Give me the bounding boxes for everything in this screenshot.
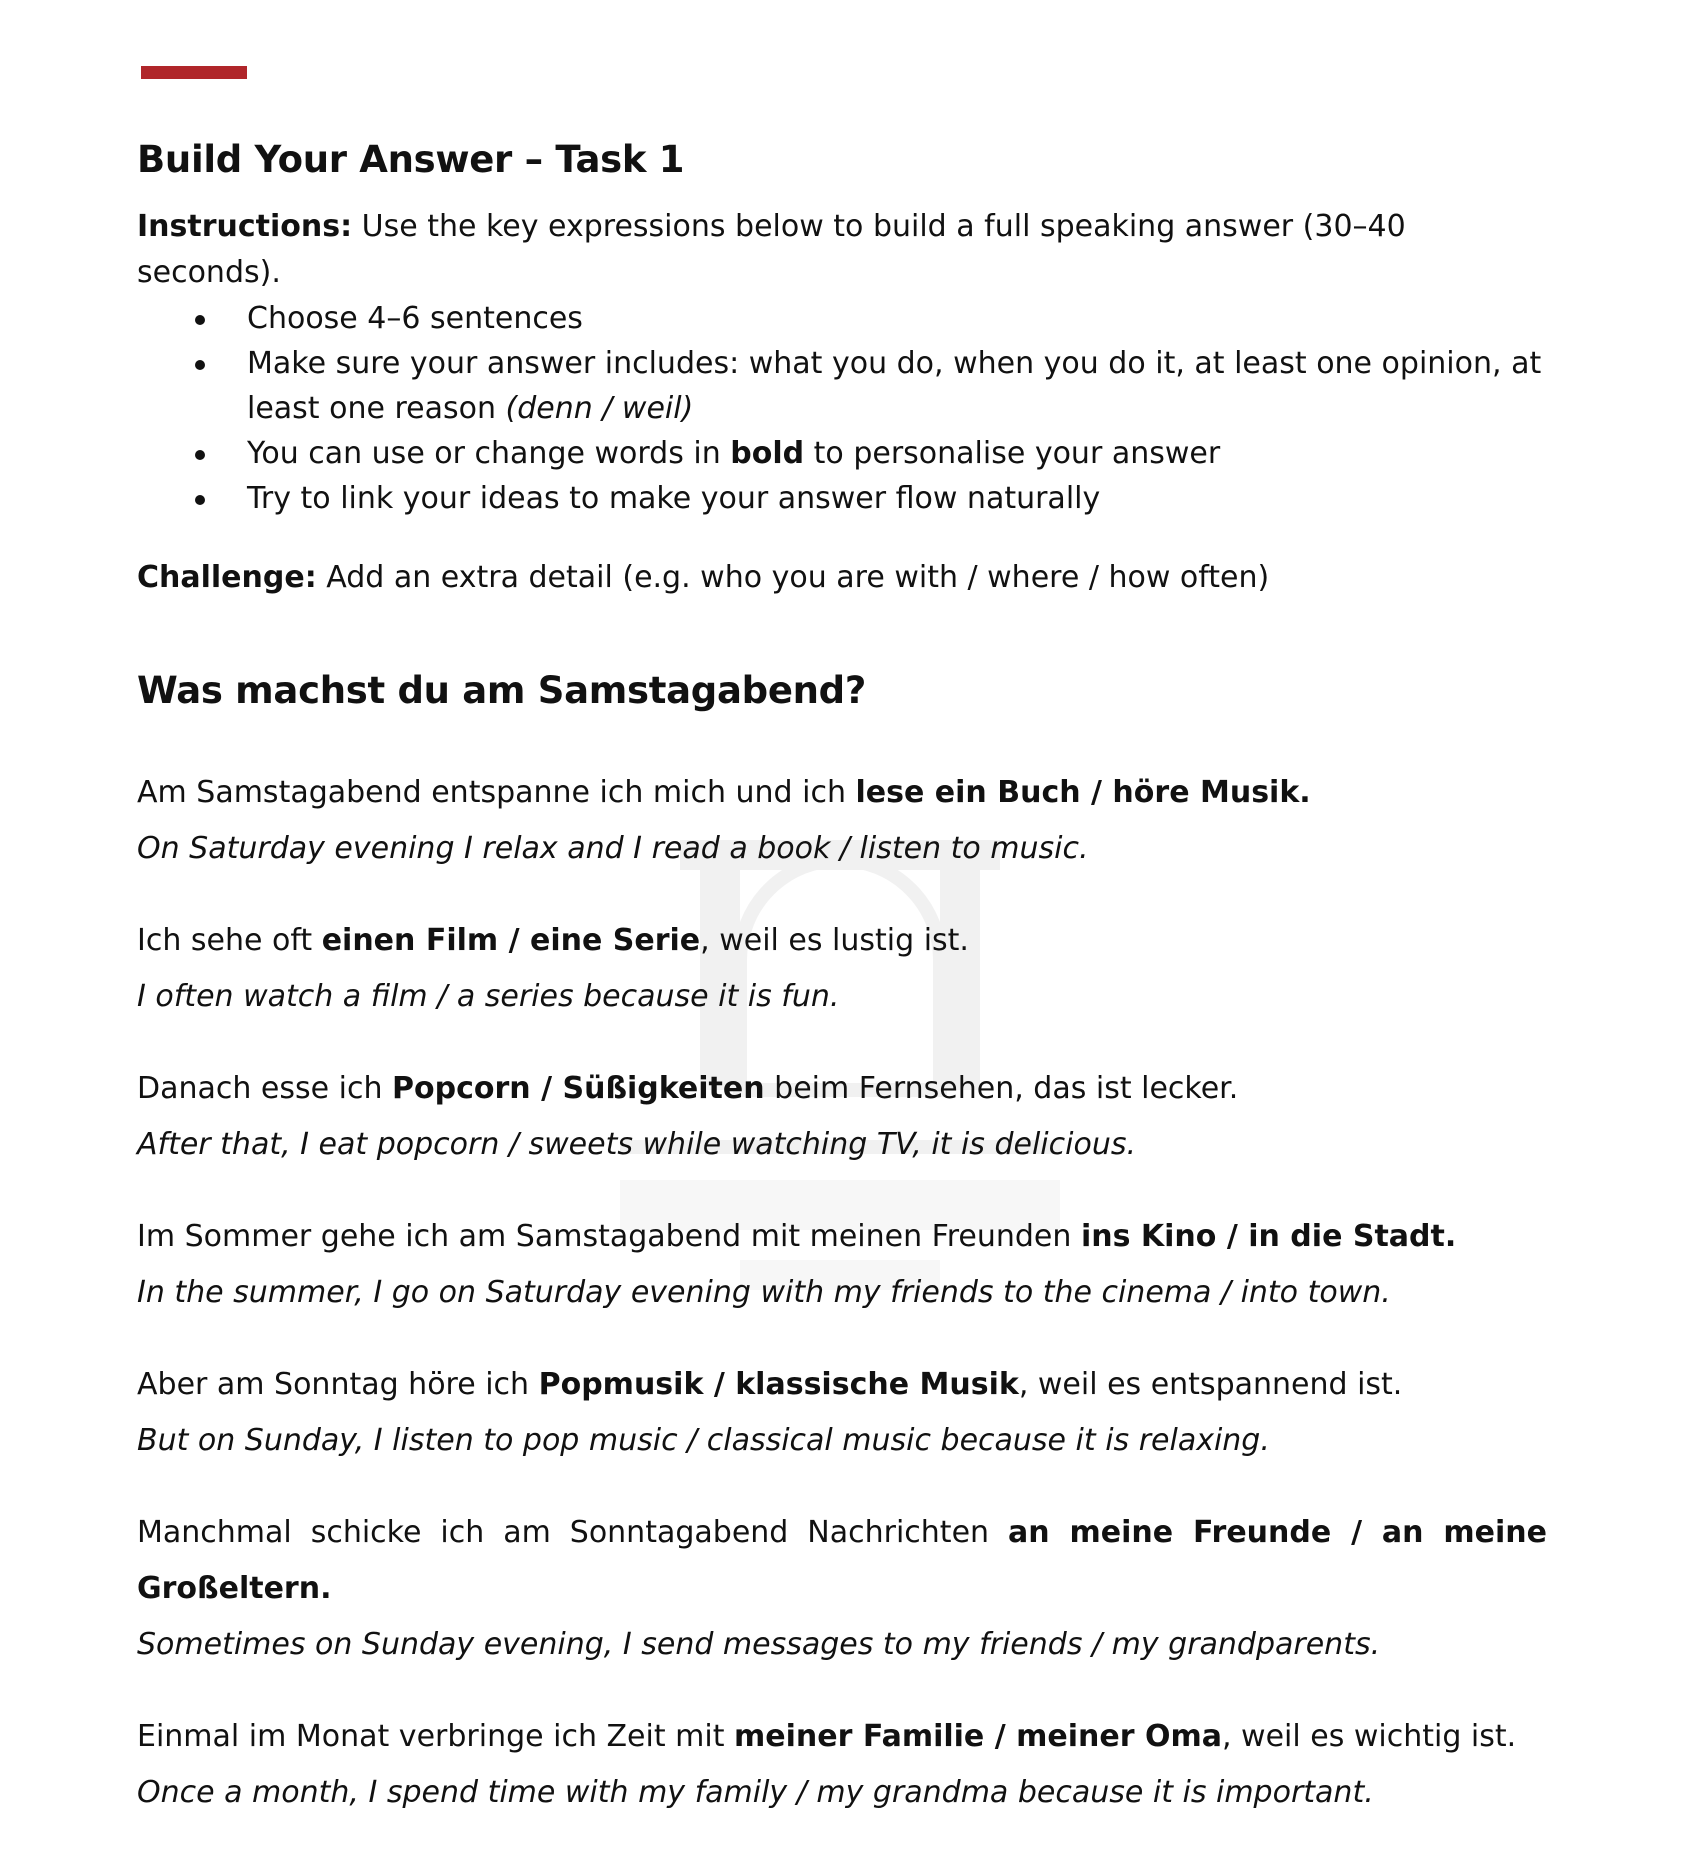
instruction-bullet (137, 476, 1547, 521)
sentence-pairs (137, 765, 1547, 1821)
english-translation: On Saturday evening I relax and I read a book / listen to music. (137, 831, 1089, 866)
german-sentence (137, 1209, 1547, 1265)
content-area (137, 130, 1547, 1857)
english-translation: Sometimes on Sunday evening, I send messages to my friends / my grandparents. (137, 1627, 1381, 1662)
italic-phrase: (denn / weil) (505, 391, 694, 426)
instructions-text: Use the key expressions below to build a full speaking answer (30–40 seconds). (137, 209, 1406, 290)
text-run: Danach esse ich (137, 1071, 393, 1106)
challenge-label: Challenge: (137, 560, 317, 595)
bold-phrase: Popcorn / Süßigkeiten (392, 1071, 765, 1106)
text-run: Aber am Sonntag höre ich (137, 1367, 539, 1402)
english-translation: I often watch a film / a series because it is fun. (137, 979, 840, 1014)
instruction-bullet (137, 296, 1547, 341)
accent-bar (141, 66, 247, 79)
text-run: beim Fernsehen, das ist lecker. (764, 1071, 1239, 1106)
text-run: to personalise your answer (804, 436, 1221, 471)
sentence-pair (137, 1061, 1547, 1173)
german-sentence (137, 1061, 1547, 1117)
sentence-pair (137, 1709, 1547, 1821)
text-run: Am Samstagabend entspanne ich mich und ich (137, 775, 856, 810)
text-run: , weil es wichtig ist. (1221, 1719, 1517, 1754)
english-translation: But on Sunday, I listen to pop music / classical music because it is relaxing. (137, 1423, 1270, 1458)
bold-phrase: meiner Familie / meiner Oma (734, 1719, 1222, 1754)
english-translation: After that, I eat popcorn / sweets while watching TV, it is delicious. (137, 1127, 1136, 1162)
question-heading: Was machst du am Samstagabend? (137, 669, 867, 712)
text-run: Make sure your answer includes: what you do, when you do it, at least one opinion, at least one reason (247, 346, 1542, 426)
bullet-dot-icon (195, 315, 205, 325)
bold-phrase: bold (730, 436, 805, 471)
german-sentence (137, 1505, 1547, 1617)
bullet-dot-icon (195, 495, 205, 505)
bold-phrase: ins Kino / in die Stadt. (1080, 1219, 1457, 1254)
sentence-pair (137, 1357, 1547, 1469)
challenge (137, 555, 1547, 601)
german-sentence (137, 765, 1547, 821)
instruction-bullet (137, 431, 1547, 476)
bullet-dot-icon (195, 450, 205, 460)
german-sentence (137, 1709, 1547, 1765)
instruction-list (137, 296, 1547, 521)
instructions (137, 204, 1547, 296)
instructions-label: Instructions: (137, 209, 353, 244)
text-run: You can use or change words in (247, 436, 731, 471)
instruction-bullet (137, 341, 1547, 431)
text-run: Im Sommer gehe ich am Samstagabend mit meinen Freunden (137, 1219, 1081, 1254)
sentence-pair (137, 1505, 1547, 1673)
bold-phrase: an meine Freunde / an meine Großeltern. (137, 1515, 1547, 1606)
text-run: Try to link your ideas to make your answer flow naturally (247, 481, 1101, 516)
english-translation: Once a month, I spend time with my family / my grandma because it is important. (137, 1775, 1374, 1810)
text-run: Choose 4–6 sentences (247, 301, 583, 336)
task-title: Build Your Answer – Task 1 (137, 138, 685, 181)
sentence-pair (137, 913, 1547, 1025)
challenge-text: Add an extra detail (e.g. who you are with / where / how often) (316, 560, 1270, 595)
text-run: Manchmal schicke ich am Sonntagabend Nachrichten (137, 1515, 1009, 1550)
text-run: , weil es entspannend ist. (1018, 1367, 1403, 1402)
sentence-pair (137, 1209, 1547, 1321)
text-run: , weil es lustig ist. (700, 923, 969, 958)
german-sentence (137, 1357, 1547, 1413)
text-run: Einmal im Monat verbringe ich Zeit mit (137, 1719, 734, 1754)
bold-phrase: Popmusik / klassische Musik (538, 1367, 1019, 1402)
bold-phrase: lese ein Buch / höre Musik. (855, 775, 1311, 810)
sentence-pair (137, 765, 1547, 877)
bullet-dot-icon (195, 360, 205, 370)
text-run: Ich sehe oft (137, 923, 322, 958)
english-translation: In the summer, I go on Saturday evening with my friends to the cinema / into town. (137, 1275, 1391, 1310)
bold-phrase: einen Film / eine Serie (321, 923, 701, 958)
german-sentence (137, 913, 1547, 969)
